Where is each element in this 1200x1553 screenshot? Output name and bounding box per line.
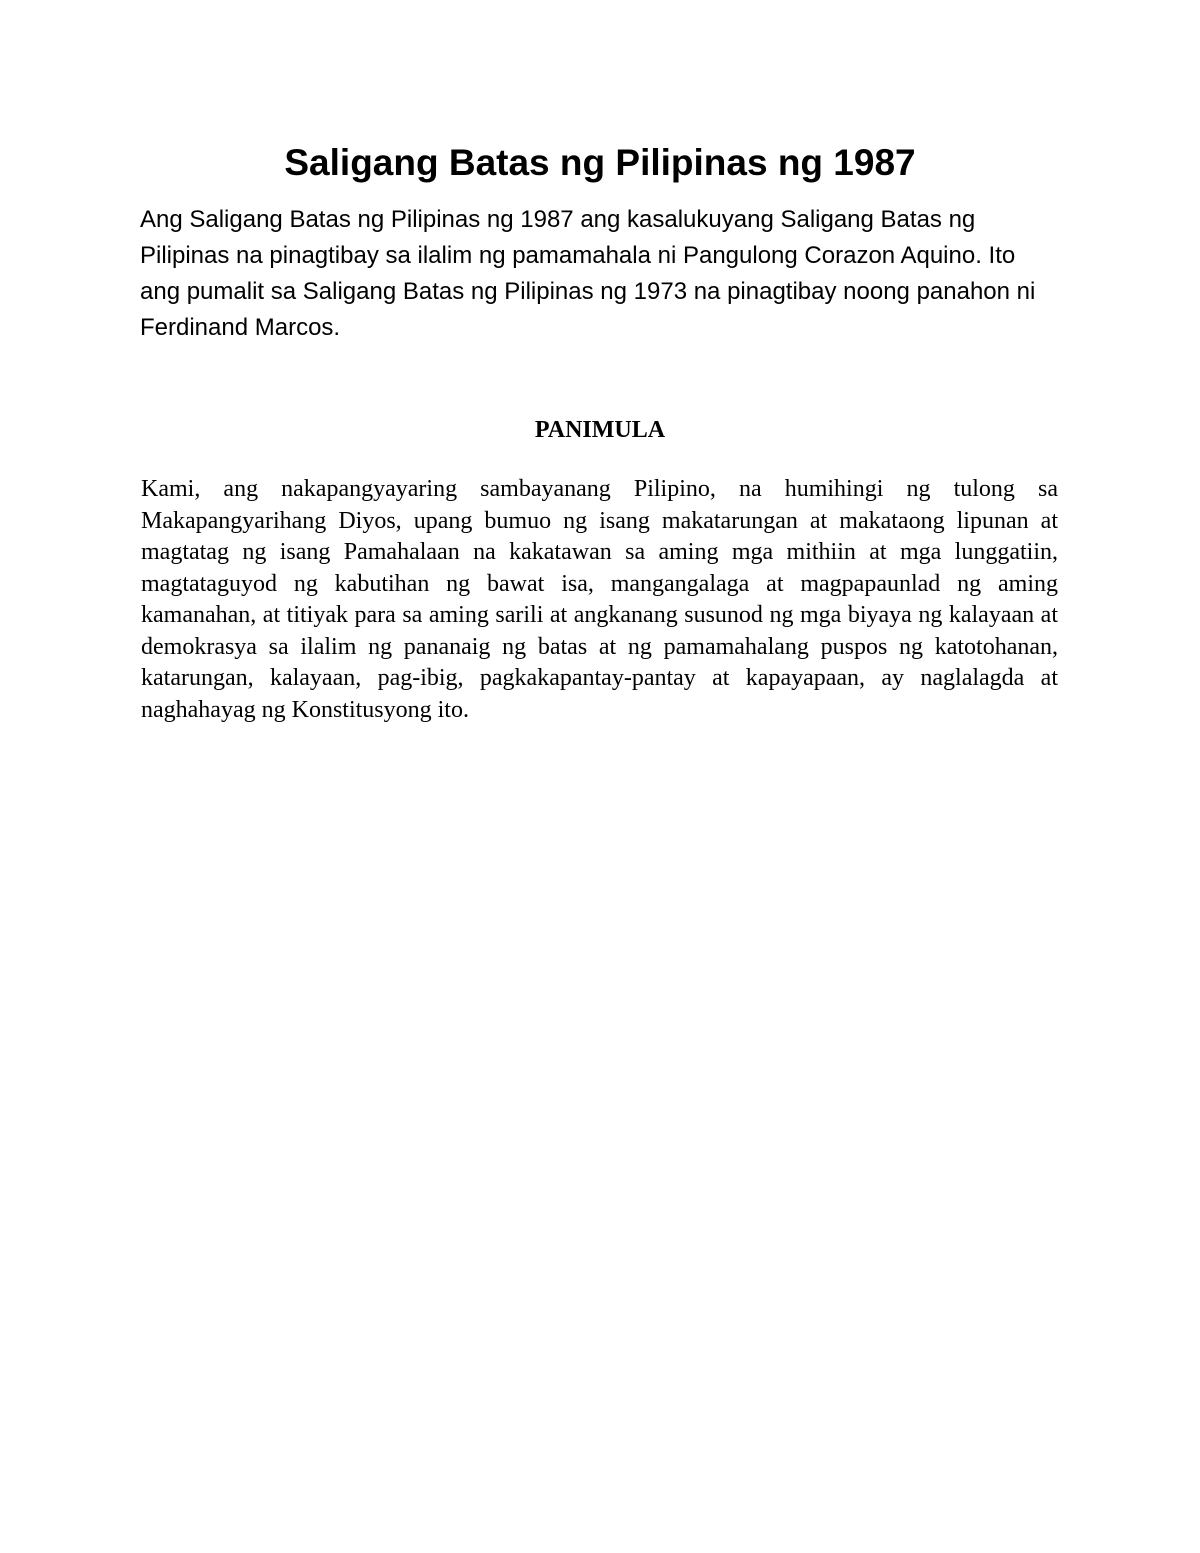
intro-paragraph: Ang Saligang Batas ng Pilipinas ng 1987 ang kasalukuyang Saligang Batas ng Pilipinas na pinagtibay sa ilalim ng pamamahala ni Pangulong Corazon Aquino. Ito ang pumalit sa Saligang Batas ng Pilipinas ng 1973 na pinagtibay noong panahon ni Ferdinand Marcos. xyxy=(140,206,1036,341)
section-heading-panimula: PANIMULA xyxy=(534,417,666,443)
document-title: Saligang Batas ng Pilipinas ng 1987 xyxy=(284,142,916,183)
preamble-paragraph: Kami, ang nakapangyayaring sambayanang Pilipino, na humihingi ng tulong sa Makapangyarihang Diyos, upang bumuo ng isang makatarungan at makataong lipunan at magtatag ng isang Pamahalaan na kakatawan sa aming mga mithiin at mga lunggatiin, magtataguyod ng kabutihan ng bawat isa, mangangalaga at magpapaunlad ng aming kamanahan, at titiyak para sa aming sarili at angkanang susunod ng mga biyaya ng kalayaan at demokrasya sa ilalim ng pananaig ng batas at ng pamamahalang puspos ng katotohanan, katarungan, kalayaan, pag-ibig, pagkakapantay-pantay at kapayapaan, ay naglalagda at naghahayag ng Konstitusyong ito. xyxy=(141,476,1058,723)
